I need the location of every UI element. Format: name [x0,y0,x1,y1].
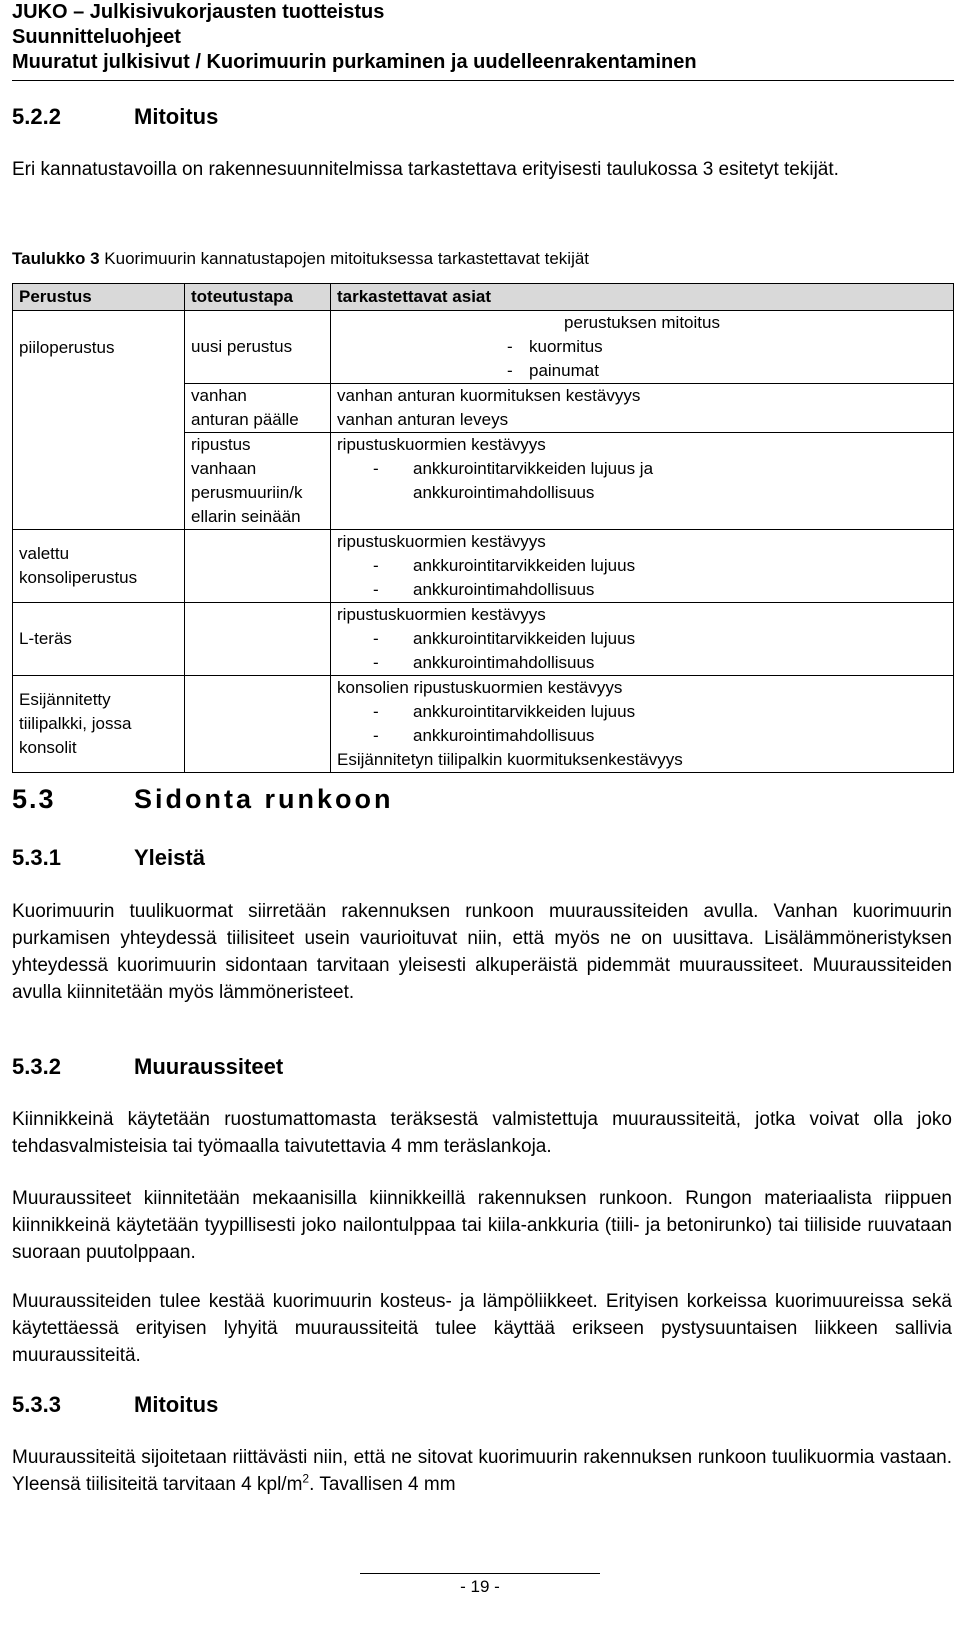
table-row [13,603,954,676]
cell-r4-items: ripustuskuormien kestävyys - ankkurointitarvikkeiden lujuus - ankkurointimahdollisuus [331,530,954,603]
paragraph-5-3-2-b: Muuraussiteet kiinnitetään mekaanisilla kiinnikkeillä rakennuksen runkoon. Rungon materiaalista riippuen kiinnikkeinä käytetään tyypillisesti joko nailontulppaa tai kiila-ankkuria (tiili- ja betonirunko) tai tiiliside ruuvataan suoraan puutolppaan. [12,1188,952,1263]
paragraph-5-3-3: Muuraussiteitä sijoitetaan riittävästi niin, että ne sitovat kuorimuurin rakennuksen runkoon tuulikuormia vastaan. Yleensä tiilisiteitä tarvitaan 4 kpl/$m^2$. Tavallisen 4 mm [12,1447,952,1495]
header-project: JUKO – Julkisivukorjausten tuotteistus [12,1,385,23]
cell-piiloperustus: piiloperustus [13,311,185,530]
table-3 [12,283,954,773]
table-header-row [13,284,954,311]
cell-ripustus: ripustus vanhaan perusmuuriin/k ellarin seinään [185,433,331,530]
cell-empty [185,603,331,676]
cell-r5-items: ripustuskuormien kestävyys - ankkurointitarvikkeiden lujuus - ankkurointimahdollisuus [331,603,954,676]
heading-5-3-1: 5.3.1 Yleistä [12,845,205,870]
cell-r3-items: ripustuskuormien kestävyys - ankkurointitarvikkeiden lujuus ja ankkurointimahdollisuus [331,433,954,530]
heading-5-3-2: 5.3.2 Muuraussiteet [12,1054,284,1079]
table-caption: Taulukko 3 Kuorimuurin kannatustapojen mitoituksessa tarkastettavat tekijät [12,249,590,268]
page-header [12,0,952,75]
header-topic: Muuratut julkisivut / Kuorimuurin purkaminen ja uudelleenrakentaminen [12,51,697,73]
cell-r6-items: konsolien ripustuskuormien kestävyys - ankkurointitarvikkeiden lujuus - ankkurointimahdollisuus Esijännitetyn tiilipalkin kuormituksenkestävyys [331,676,954,773]
header-rule [12,80,954,81]
cell-empty [185,676,331,773]
paragraph-5-3-2-c: Muuraussiteiden tulee kestää kuorimuurin kosteus- ja lämpöliikkeet. Erityisen korkeissa kuorimuureissa sekä käytettäessä erityisen lyhyitä muuraussiteitä tulee käyttää erikseen pystysuuntaisen liikkeen sallivia muuraussiteitä. [12,1291,952,1366]
table-row [13,311,954,384]
cell-r1-items: perustuksen mitoitus - kuormitus - painumat [331,311,954,384]
paragraph-5-3-1: Kuorimuurin tuulikuormat siirretään rakennuksen runkoon muuraussiteiden avulla. Vanhan kuorimuurin purkamisen yhteydessä tiilisiteet usein vaurioituvat niin, että myös ne on uusittava. Lisälämmöneristyksen yhteydessä kuorimuurin sidontaan tarvitaan yleisesti alkuperäistä pidemmät muuraussiteet. Muuraussiteiden avulla kiinnitetään myös lämmöneristeet. [12,901,952,1003]
heading-5-3: 5.3 Sidonta runkoon [12,784,394,814]
header-toteutustapa: toteutustapa [185,284,331,311]
cell-vanhan-anturan-paalle: vanhan anturan päälle [185,384,331,433]
header-doc-type: Suunnitteluohjeet [12,26,181,48]
cell-esijannitetty: Esijännitetty tiilipalkki, jossa konsolit [13,676,185,773]
header-tarkastettavat: tarkastettavat asiat [331,284,954,311]
cell-l-teras: L-teräs [13,603,185,676]
footer-rule [360,1573,600,1574]
paragraph-5-3-2-a: Kiinnikkeinä käytetään ruostumattomasta teräksestä valmistettuja muuraussiteitä, jotka voivat olla joko tehdasvalmisteisia tai työmaalla taivutettavia 4 mm teräslankoja. [12,1109,952,1157]
cell-empty [185,530,331,603]
cell-uusi-perustus: uusi perustus [185,311,331,384]
table-row [13,676,954,773]
cell-r2-items: vanhan anturan kuormituksen kestävyys vanhan anturan leveys [331,384,954,433]
cell-valettu-konsoliperustus: valettu konsoliperustus [13,530,185,603]
header-perustus: Perustus [13,284,185,311]
heading-5-3-3: 5.3.3 Mitoitus [12,1392,219,1417]
heading-5-2-2: 5.2.2 Mitoitus [12,104,219,129]
table-row [13,530,954,603]
paragraph-5-2-2: Eri kannatustavoilla on rakennesuunnitelmissa tarkastettava erityisesti taulukossa 3 esitetyt tekijät. [12,159,839,180]
page-number: - 19 - [460,1577,500,1596]
